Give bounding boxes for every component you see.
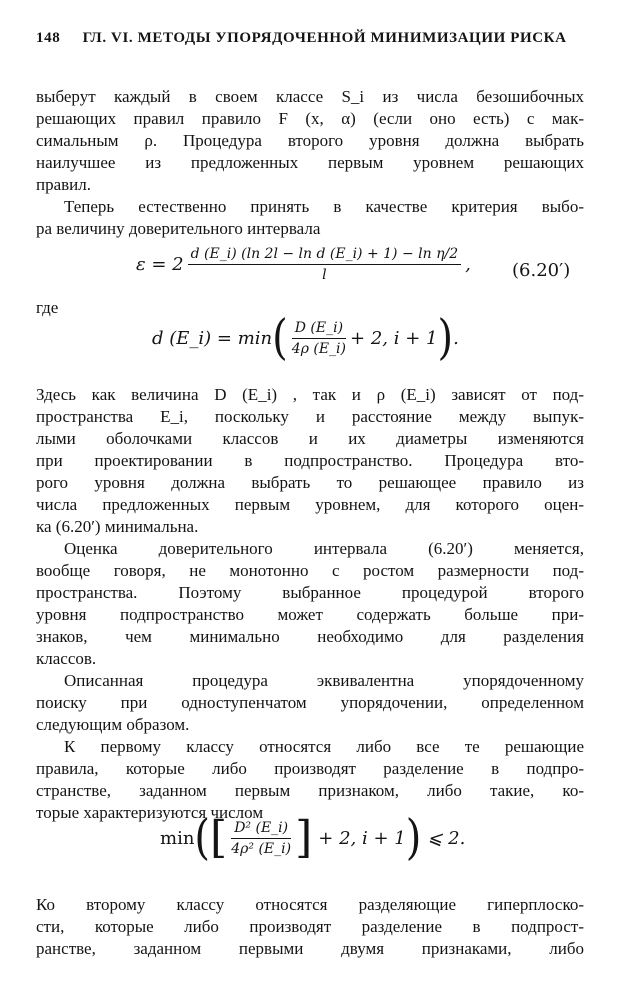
formula-denominator: 4ρ² (E_i) — [231, 840, 292, 857]
text-line: ка (6.20′) минимальна. — [36, 517, 199, 536]
right-bracket: ] — [295, 812, 313, 863]
paragraph-4 — [36, 538, 584, 670]
paragraph-3 — [36, 384, 584, 538]
text-line: поиску при одноступенчатом упорядочении, определенном — [36, 693, 584, 712]
right-paren: ) — [437, 310, 454, 366]
text-line: Оценка доверительного интервала (6.20′) меняется, — [64, 539, 584, 558]
running-header — [36, 30, 584, 47]
text-line: выберут каждый в своем классе S_i из числа безошибочных — [36, 87, 584, 106]
formula-numerator: D² (E_i) — [231, 820, 291, 839]
text-line: наилучшее из предложенных первым уровнем решающих — [36, 153, 584, 172]
text-line: пространства E_i, поскольку и расстояние между выпук- — [36, 407, 584, 426]
text-line: вообще говоря, не монотонно с ростом размерности под- — [36, 561, 584, 580]
text-line: лыми оболочками классов и их диаметры изменяются — [36, 429, 584, 448]
formula-rhs: ⩽ 2. — [427, 827, 466, 849]
text-line: классов. — [36, 649, 97, 668]
text-line: Ко второму классу относятся разделяющие гиперплоско- — [36, 895, 584, 914]
text-line: сти, которые либо производят разделение в подпрост- — [36, 917, 584, 936]
page-number: 148 — [36, 30, 61, 46]
formula-epsilon — [136, 246, 471, 283]
text-line: пространства. Поэтому выбранное процедурой второго — [36, 583, 584, 602]
text-line: при проектировании в подпространство. Процедура вто- — [36, 451, 584, 470]
text-line: Здесь как величина D (E_i) , так и ρ (E_i) зависят от под- — [36, 385, 584, 404]
text-line: уровня подпространство может содержать больше при- — [36, 605, 584, 624]
formula-min-condition — [160, 810, 466, 866]
text-line: следующим образом. — [36, 715, 190, 734]
paragraph-1 — [36, 86, 584, 196]
paragraph-2 — [36, 196, 584, 240]
text-line: Теперь естественно принять в качестве критерия выбо- — [64, 197, 584, 216]
text-line: ранстве, заданном первыми двумя признаками, либо — [36, 939, 584, 958]
formula-lhs: ε = 2 — [136, 254, 184, 275]
formula-end: . — [453, 327, 459, 349]
text-line: К первому классу относятся либо все те решающие — [64, 737, 584, 756]
formula-d-ei — [152, 310, 459, 366]
text-line: странстве, заданном первым признаком, либо такие, ко- — [36, 781, 584, 800]
formula-numerator: d (E_i) (ln 2l − ln d (E_i) + 1) − ln η/2 — [188, 246, 461, 265]
formula-tail: , — [465, 254, 471, 275]
text-line: решающих правил правило F (x, α) (если оно есть) с мак- — [36, 109, 584, 128]
text-line: правила, которые либо производят разделение в подпро- — [36, 759, 584, 778]
formula-denominator: l — [322, 267, 327, 283]
formula-lhs: min — [160, 827, 195, 849]
text-line: ра величину доверительного интервала — [36, 219, 321, 238]
right-paren: ) — [405, 810, 422, 866]
text-line: знаков, чем минимально необходимо для разделения — [36, 627, 584, 646]
text-line: торые характеризуются числом — [36, 803, 264, 822]
left-bracket: [ — [210, 812, 228, 863]
text-line: Описанная процедура эквивалентна упорядоченному — [64, 671, 584, 690]
formula-denominator: 4ρ (E_i) — [291, 340, 346, 357]
running-title: ГЛ. VI. МЕТОДЫ УПОРЯДОЧЕННОЙ МИНИМИЗАЦИИ РИСКА — [82, 30, 567, 46]
paragraph-5 — [36, 670, 584, 736]
text-line: числа предложенных первым уровнем, для которого оцен- — [36, 495, 584, 514]
where-word: где — [36, 298, 59, 317]
paragraph-6 — [36, 736, 584, 824]
formula-lhs: d (E_i) = min — [152, 327, 273, 349]
left-paren: ( — [194, 810, 211, 866]
text-line: правил. — [36, 175, 92, 194]
left-paren: ( — [272, 310, 288, 366]
paragraph-7 — [36, 894, 584, 960]
text-line: рого уровня должна выбрать то решающее правило из — [36, 473, 584, 492]
formula-numerator: D (E_i) — [292, 320, 346, 339]
text-line: симальным ρ. Процедура второго уровня должна выбрать — [36, 131, 584, 150]
formula-tail: + 2, i + 1 — [318, 827, 406, 849]
formula-tail: + 2, i + 1 — [350, 327, 438, 349]
equation-number: (6.20′) — [512, 260, 571, 281]
